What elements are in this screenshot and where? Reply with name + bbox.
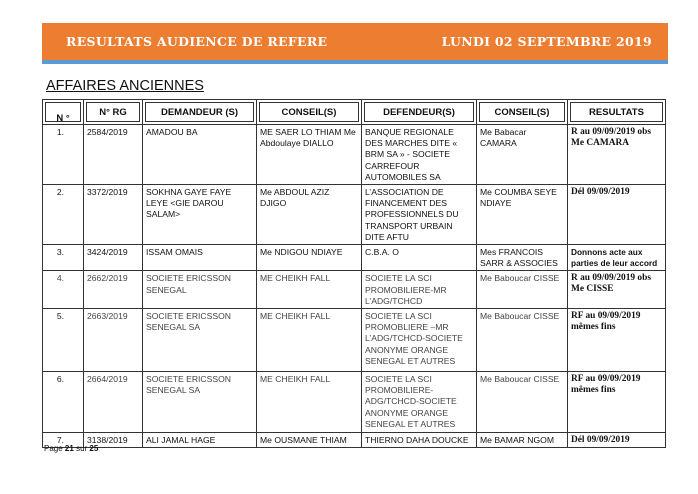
cell-conseil-demandeur: ME CHEIKH FALL xyxy=(257,309,362,372)
cell-rg: 2584/2019 xyxy=(84,125,143,185)
cell-defendeur: BANQUE REGIONALE DES MARCHES DITE « BRM SA » - SOCIETE CARREFOUR AUTOMOBILES SA xyxy=(362,125,477,185)
cell-conseil-defendeur: Me Baboucar CISSE xyxy=(477,271,568,309)
cell-conseil-demandeur: ME CHEIKH FALL xyxy=(257,372,362,433)
cell-number: 1. xyxy=(43,125,84,185)
col-header-resultats: RESULTATS xyxy=(568,100,666,125)
table-row xyxy=(43,271,666,309)
cell-number: 4. xyxy=(43,271,84,309)
cell-number: 6. xyxy=(43,372,84,433)
cell-rg: 2662/2019 xyxy=(84,271,143,309)
cell-demandeur: SOCIETE ERICSSON SENEGAL SA xyxy=(143,372,257,433)
cell-demandeur: SOCIETE ERICSSON SENEGAL xyxy=(143,271,257,309)
cell-rg: 3138/2019 xyxy=(84,433,143,448)
cell-conseil-demandeur: ME SAER LO THIAM Me Abdoulaye DIALLO xyxy=(257,125,362,185)
cell-defendeur: SOCIETE LA SCI PROMOBILIERE-MR L’ADG/TCHCD xyxy=(362,271,477,309)
table-row xyxy=(43,433,666,448)
header-underline xyxy=(42,60,668,64)
cell-defendeur: THIERNO DAHA DOUCKE xyxy=(362,433,477,448)
results-table xyxy=(42,99,666,448)
footer-total-pages: 25 xyxy=(89,444,99,453)
cell-demandeur: SOKHNA GAYE FAYE LEYE <GIE DAROU SALAM> xyxy=(143,185,257,245)
cell-conseil-defendeur: Me BAMAR NGOM xyxy=(477,433,568,448)
cell-number: 5. xyxy=(43,309,84,372)
cell-demandeur: AMADOU BA xyxy=(143,125,257,185)
cell-rg: 3372/2019 xyxy=(84,185,143,245)
cell-rg: 3424/2019 xyxy=(84,245,143,271)
cell-resultat: RF au 09/09/2019 mêmes fins xyxy=(568,372,666,433)
cell-conseil-demandeur: Me OUSMANE THIAM xyxy=(257,433,362,448)
cell-resultat: Dél 09/09/2019 xyxy=(568,433,666,448)
header-title: RESULTATS AUDIENCE DE REFERE xyxy=(66,34,328,49)
col-header-defendeur: DEFENDEUR(S) xyxy=(362,100,477,125)
footer-prefix: Page xyxy=(44,444,63,453)
header-date: LUNDI 02 SEPTEMBRE 2019 xyxy=(441,34,652,49)
cell-defendeur: L’ASSOCIATION DE FINANCEMENT DES PROFESSIONNELS DU TRANSPORT URBAIN DITE AFTU xyxy=(362,185,477,245)
cell-conseil-demandeur: Me ABDOUL AZIZ DJIGO xyxy=(257,185,362,245)
cell-rg: 2663/2019 xyxy=(84,309,143,372)
table-row xyxy=(43,245,666,271)
cell-conseil-defendeur: Me COUMBA SEYE NDIAYE xyxy=(477,185,568,245)
cell-demandeur: ALI JAMAL HAGE xyxy=(143,433,257,448)
table-row xyxy=(43,309,666,372)
col-header-demandeur: DEMANDEUR (S) xyxy=(143,100,257,125)
table-row xyxy=(43,185,666,245)
cell-defendeur: SOCIETE LA SCI PROMOBLIERE –MR L’ADG/TCHCD-SOCIETE ANONYME ORANGE SENEGAL ET AUTRES xyxy=(362,309,477,372)
cell-resultat: Donnons acte aux parties de leur accord xyxy=(568,245,666,271)
section-title: AFFAIRES ANCIENNES xyxy=(46,78,204,94)
cell-conseil-demandeur: ME CHEIKH FALL xyxy=(257,271,362,309)
cell-conseil-defendeur: Me Baboucar CISSE xyxy=(477,309,568,372)
cell-demandeur: SOCIETE ERICSSON SENEGAL SA xyxy=(143,309,257,372)
cell-rg: 2664/2019 xyxy=(84,372,143,433)
cell-conseil-defendeur: Me Baboucar CISSE xyxy=(477,372,568,433)
cell-conseil-defendeur: Mes FRANCOIS SARR & ASSOCIES xyxy=(477,245,568,271)
cell-number: 3. xyxy=(43,245,84,271)
cell-conseil-defendeur: Me Babacar CAMARA xyxy=(477,125,568,185)
col-header-conseil-defendeur: CONSEIL(S) xyxy=(477,100,568,125)
cell-number: 7. xyxy=(43,433,84,448)
cell-conseil-demandeur: Me NDIGOU NDIAYE xyxy=(257,245,362,271)
footer-separator: sur xyxy=(76,444,88,453)
table-header-row xyxy=(43,100,666,125)
cell-resultat: R au 09/09/2019 obs Me CISSE xyxy=(568,271,666,309)
cell-defendeur: C.B.A. O xyxy=(362,245,477,271)
col-header-rg: N° RG xyxy=(84,100,143,125)
page-footer xyxy=(44,444,98,453)
table-row xyxy=(43,125,666,185)
footer-current-page: 21 xyxy=(64,444,74,453)
col-header-number: N ° xyxy=(43,100,84,125)
col-header-conseil-demandeur: CONSEIL(S) xyxy=(257,100,362,125)
header-banner xyxy=(42,23,668,60)
cell-resultat: RF au 09/09/2019 mêmes fins xyxy=(568,309,666,372)
cell-demandeur: ISSAM OMAIS xyxy=(143,245,257,271)
cell-number: 2. xyxy=(43,185,84,245)
table-row xyxy=(43,372,666,433)
cell-defendeur: SOCIETE LA SCI PROMOBILIERE-ADG/TCHCD-SOCIETE ANONYME ORANGE SENEGAL ET AUTRES xyxy=(362,372,477,433)
cell-resultat: R au 09/09/2019 obs Me CAMARA xyxy=(568,125,666,185)
cell-resultat: Dél 09/09/2019 xyxy=(568,185,666,245)
